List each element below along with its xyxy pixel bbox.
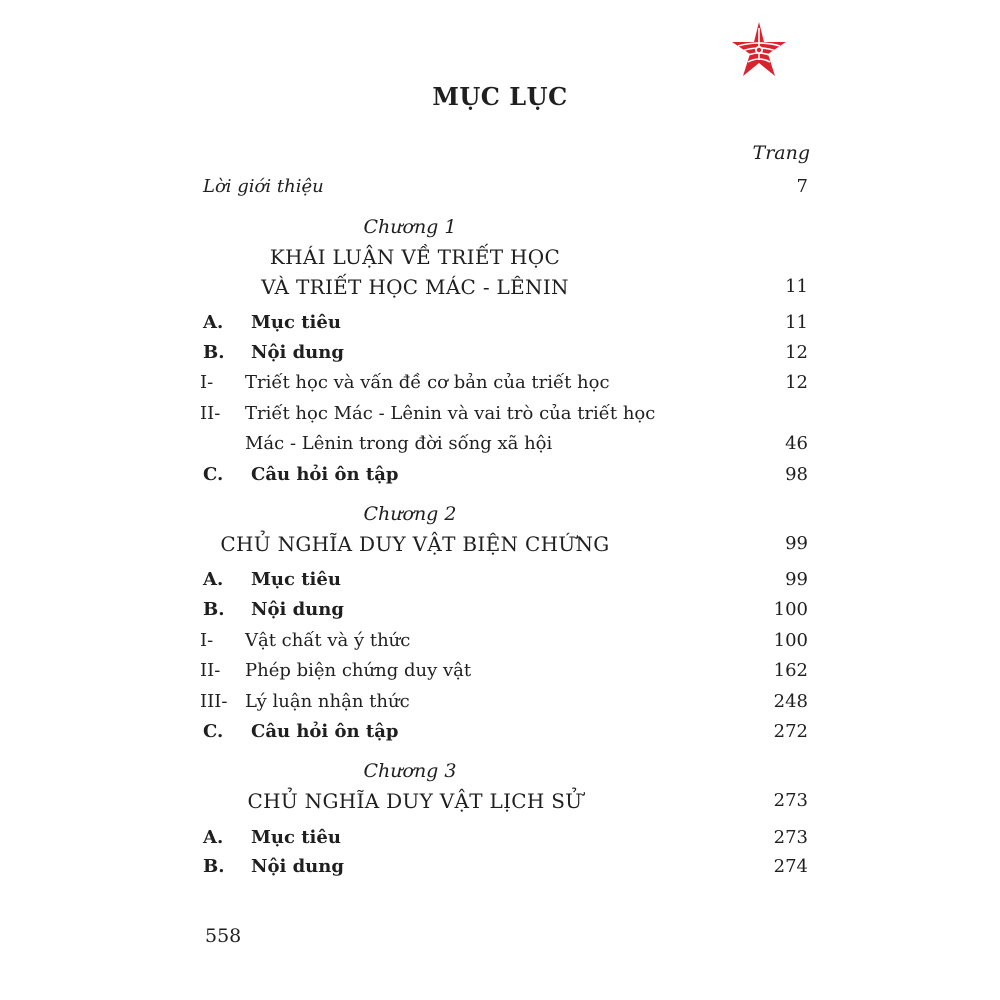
toc-section-entry [203, 852, 344, 882]
section-letter: B. [203, 856, 225, 877]
section-letter: B. [203, 599, 225, 620]
toc-section-entry [203, 338, 344, 368]
subsection-label: Phép biện chứng duy vật [245, 660, 472, 681]
toc-section-entry [203, 823, 341, 853]
section-page: 273 [773, 827, 808, 848]
toc-subsection-entry [200, 399, 655, 429]
chapter-3-title-line-1: CHỦ NGHĨA DUY VẬT LỊCH SỬ [247, 789, 583, 813]
chapter-2-label: Chương 2 [363, 503, 457, 525]
publisher-logo-icon [728, 20, 790, 82]
toc-entry-intro: Lời giới thiệu [203, 176, 324, 197]
section-label: Mục tiêu [251, 312, 341, 333]
subsection-page: 162 [773, 660, 808, 681]
toc-section-entry [203, 460, 398, 490]
section-letter: A. [203, 827, 224, 848]
subsection-number: III- [200, 691, 228, 712]
chapter-3-page: 273 [773, 790, 808, 811]
chapter-1-page: 11 [785, 276, 808, 297]
toc-subsection-entry [200, 626, 410, 656]
section-letter: C. [203, 721, 224, 742]
chapter-1-title-line-1: KHÁI LUẬN VỀ TRIẾT HỌC [269, 245, 561, 269]
subsection-label: Vật chất và ý thức [245, 630, 411, 651]
section-label: Mục tiêu [251, 569, 341, 590]
page-column-header: Trang [752, 142, 810, 164]
section-page: 99 [785, 569, 808, 590]
subsection-label: Triết học và vấn đề cơ bản của triết học [245, 372, 610, 393]
subsection-page: 248 [773, 691, 808, 712]
toc-section-entry [203, 595, 344, 625]
page-number: 558 [205, 925, 242, 947]
section-page: 272 [773, 721, 808, 742]
section-label: Mục tiêu [251, 827, 341, 848]
subsection-page: 12 [785, 372, 808, 393]
section-label: Nội dung [251, 599, 344, 620]
toc-section-entry [203, 565, 341, 595]
section-page: 11 [785, 312, 808, 333]
toc-section-entry [203, 717, 398, 747]
subsection-page: 100 [773, 630, 808, 651]
subsection-label-continued: Mác - Lênin trong đời sống xã hội [245, 433, 553, 454]
subsection-page: 46 [785, 433, 808, 454]
chapter-2-page: 99 [785, 533, 808, 554]
toc-subsection-entry [200, 687, 410, 717]
subsection-number: II- [200, 403, 221, 424]
chapter-1-label: Chương 1 [363, 216, 457, 238]
toc-section-entry [203, 308, 341, 338]
section-label: Câu hỏi ôn tập [251, 721, 399, 742]
section-letter: A. [203, 312, 224, 333]
section-page: 100 [773, 599, 808, 620]
section-page: 274 [773, 856, 808, 877]
section-page: 12 [785, 342, 808, 363]
chapter-2-title-line-1: CHỦ NGHĨA DUY VẬT BIỆN CHỨNG [220, 532, 610, 556]
section-letter: B. [203, 342, 225, 363]
toc-subsection-entry [200, 368, 610, 398]
section-letter: A. [203, 569, 224, 590]
chapter-3-label: Chương 3 [363, 760, 457, 782]
section-page: 98 [785, 464, 808, 485]
section-label: Câu hỏi ôn tập [251, 464, 399, 485]
section-letter: C. [203, 464, 224, 485]
subsection-number: I- [200, 372, 214, 393]
toc-subsection-entry [200, 656, 471, 686]
page-title: MỤC LỤC [432, 82, 568, 111]
subsection-label: Lý luận nhận thức [245, 691, 410, 712]
subsection-number: II- [200, 660, 221, 681]
chapter-1-title-line-2: VÀ TRIẾT HỌC MÁC - LÊNIN [261, 275, 569, 299]
subsection-number: I- [200, 630, 214, 651]
toc-page-intro: 7 [796, 176, 808, 197]
subsection-label: Triết học Mác - Lênin và vai trò của triết học [245, 403, 656, 424]
section-label: Nội dung [251, 342, 344, 363]
section-label: Nội dung [251, 856, 344, 877]
